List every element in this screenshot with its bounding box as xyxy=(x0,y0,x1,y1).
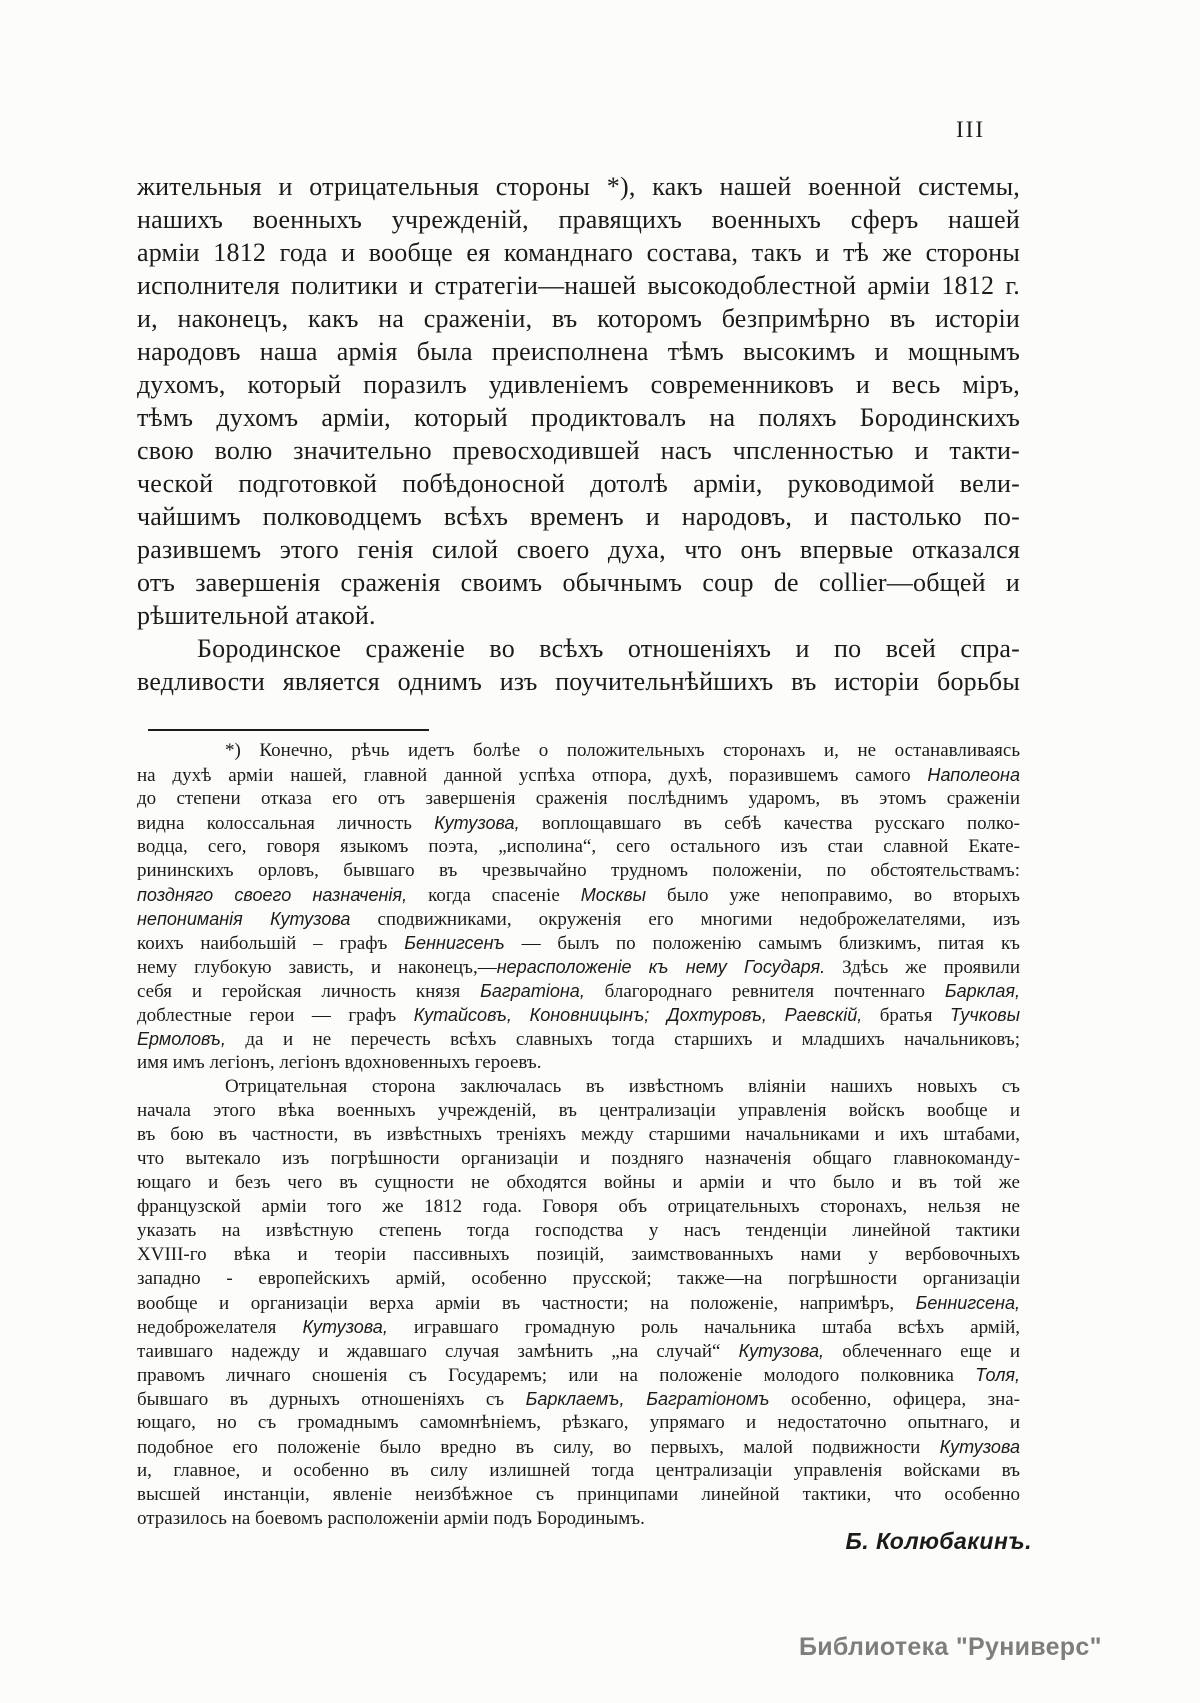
footnote-block xyxy=(137,739,1020,1531)
text-line xyxy=(137,1171,1020,1195)
text-line xyxy=(137,739,1020,763)
text-line xyxy=(137,500,1020,533)
text-line xyxy=(137,302,1020,335)
text-line xyxy=(137,1051,1020,1075)
text-segment: Бородинское сраженіе во всѣхъ отношеніяхъ и по всей спра- xyxy=(197,634,1020,663)
italic-text: поздняго своего назначенія, xyxy=(137,885,408,905)
text-line xyxy=(137,1219,1020,1243)
text-segment: вообще и организаціи верха арміи въ частности; на положеніе, напримѣръ, xyxy=(137,1293,916,1314)
text-segment: и, наконецъ, какъ на сраженіи, въ которомъ безпримѣрно въ исторіи xyxy=(137,304,1020,333)
text-line xyxy=(137,1147,1020,1171)
author-signature: Б. Колюбакинъ. xyxy=(845,1528,1032,1554)
text-segment: и, главное, и особенно въ силу излишней тогда централизаціи управленія войсками въ xyxy=(137,1460,1020,1481)
text-line xyxy=(137,401,1020,434)
text-segment: ческой подготовкой побѣдоносной дотолѣ арміи, руководимой вели- xyxy=(137,469,1020,498)
text-line xyxy=(137,907,1020,931)
text-segment: когда спасеніе xyxy=(407,885,581,906)
text-line xyxy=(137,1435,1020,1459)
text-segment: ведливости является однимъ изъ поучительнѣйшихъ въ исторіи борьбы xyxy=(137,667,1020,696)
text-segment: отразилось на боевомъ расположеніи арміи подъ Бородинымъ. xyxy=(137,1508,645,1529)
text-line xyxy=(137,787,1020,811)
text-segment: водца, сего, говоря языкомъ поэта, „исполина“, сего остального изъ стаи славной Екате- xyxy=(137,836,1020,857)
text-segment: нему глубокую зависть, и наконецъ,— xyxy=(137,957,497,978)
text-segment: братья xyxy=(862,1005,950,1026)
italic-text: Беннигсенъ xyxy=(404,933,505,953)
text-line xyxy=(137,955,1020,979)
text-segment: доблестные герои — графъ xyxy=(137,1005,414,1026)
text-segment: Здѣсь же проявили xyxy=(825,957,1020,978)
text-segment: игравшаго громадную роль начальника штаба всѣхъ армій, xyxy=(387,1317,1021,1338)
text-line xyxy=(137,368,1020,401)
italic-text: Кутузова xyxy=(939,1437,1020,1457)
text-line xyxy=(137,665,1020,698)
text-segment: начала этого вѣка военныхъ учрежденій, въ централизаціи управленія войскъ вообще и xyxy=(137,1100,1020,1121)
italic-text: Наполеона xyxy=(927,765,1020,785)
text-segment: народовъ наша армія была преисполнена тѣмъ высокимъ и мощнымъ xyxy=(137,337,1020,366)
text-segment: высшей инстанціи, явленіе неизбѣжное съ принципами линейной тактики, что особенно xyxy=(137,1484,1020,1505)
text-segment: французской арміи того же 1812 года. Говоря объ отрицательныхъ сторонахъ, нельзя не xyxy=(137,1196,1020,1217)
text-line xyxy=(137,1291,1020,1315)
text-segment: исполнителя политики и стратегіи—нашей высокодоблестной арміи 1812 г. xyxy=(137,271,1020,300)
text-line xyxy=(137,979,1020,1003)
text-line xyxy=(137,335,1020,368)
text-segment: да и не перечесть всѣхъ славныхъ тогда старшихъ и младшихъ начальниковъ; xyxy=(225,1029,1020,1050)
italic-text: нерасположеніе къ нему Государя. xyxy=(496,957,826,977)
text-segment: тѣмъ духомъ арміи, который продиктовалъ на поляхъ Бородинскихъ xyxy=(137,403,1020,432)
text-segment: коихъ наибольшій – графъ xyxy=(137,933,405,954)
text-segment: особенно, офицера, зна- xyxy=(769,1389,1021,1410)
text-line xyxy=(137,269,1020,302)
text-segment: въ бою въ частности, въ извѣстныхъ треніяхъ между старшими начальниками и ихъ штабами, xyxy=(137,1124,1020,1145)
text-segment: западно - европейскихъ армій, особенно прусской; также—на погрѣшности организаціи xyxy=(137,1268,1020,1289)
italic-text: Толя, xyxy=(975,1365,1020,1385)
text-segment: Отрицательная сторона заключалась въ извѣстномъ вліяніи нашихъ новыхъ съ xyxy=(225,1076,1020,1097)
text-segment: чайшимъ полководцемъ всѣхъ временъ и народовъ, и пастолько по- xyxy=(137,502,1020,531)
text-segment: сподвижниками, окруженія его многими недоброжелателями, изъ xyxy=(350,909,1020,930)
text-segment: свою волю значительно превосходившей насъ чпсленностью и такти- xyxy=(137,436,1020,465)
italic-text: Кутузова, xyxy=(434,813,520,833)
text-line xyxy=(137,1123,1020,1147)
text-segment: имя имъ легіонъ, легіонъ вдохновенныхъ героевъ. xyxy=(137,1052,542,1073)
text-segment: правомъ личнаго сношенія съ Государемъ; или на положеніе молодого полковника xyxy=(137,1365,976,1386)
text-line xyxy=(137,1387,1020,1411)
text-segment: арміи 1812 года и вообще ея команднаго состава, такъ и тѣ же стороны xyxy=(137,238,1020,267)
text-segment: — былъ по положенію самымъ близкимъ, питая къ xyxy=(504,933,1020,954)
text-line xyxy=(137,632,1020,665)
text-segment: ющаго, но съ громаднымъ самомнѣніемъ, рѣзкаго, упрямаго и недостаточно опытнаго, и xyxy=(137,1412,1020,1433)
text-segment: до степени отказа его отъ завершенія сраженія послѣднимъ ударомъ, въ этомъ сраженіи xyxy=(137,788,1020,809)
italic-text: Кутайсовъ, Коновницынъ; Дохтуровъ, Раевскій, xyxy=(413,1005,863,1025)
text-segment: ющаго и безъ чего въ сущности не обходятся войны и арміи и что было и въ той же xyxy=(137,1172,1020,1193)
text-segment: облеченнаго еще и xyxy=(824,1341,1020,1362)
text-segment: себя и геройская личность князя xyxy=(137,981,481,1002)
footnote-divider xyxy=(148,729,429,731)
italic-text: Беннигсена, xyxy=(915,1293,1020,1313)
text-line xyxy=(137,599,1020,632)
italic-text: Тучковы xyxy=(950,1005,1020,1025)
text-line xyxy=(137,236,1020,269)
text-segment: что вытекало изъ погрѣшности организаціи и поздняго назначенія общаго главнокоманду- xyxy=(137,1148,1020,1169)
text-segment: *) Конечно, рѣчь идетъ болѣе о положительныхъ сторонахъ и, не останавливаясь xyxy=(225,740,1020,761)
text-segment: указать на извѣстную степень тогда господства у насъ тенденціи линейной тактики xyxy=(137,1220,1020,1241)
italic-text: Кутузова, xyxy=(738,1341,824,1361)
text-line xyxy=(137,434,1020,467)
italic-text: Кутузова, xyxy=(302,1317,388,1337)
text-segment: на духѣ арміи нашей, главной данной успѣха отпора, духѣ, поразившемъ самого xyxy=(137,765,928,786)
text-segment: нашихъ военныхъ учрежденій, правящихъ военныхъ сферъ нашей xyxy=(137,205,1020,234)
text-segment: недоброжелателя xyxy=(137,1317,303,1338)
text-line xyxy=(137,1483,1020,1507)
main-text-block xyxy=(137,170,1020,698)
text-line xyxy=(137,1243,1020,1267)
text-line xyxy=(137,467,1020,500)
page-number: III xyxy=(956,117,985,142)
italic-text: Багратіона, xyxy=(480,981,585,1001)
library-watermark: Библиотека "Руниверс" xyxy=(799,1633,1102,1661)
text-segment: воплощавшаго въ себѣ качества русскаго полко- xyxy=(519,813,1020,834)
italic-text: непониманія Кутузова xyxy=(137,909,351,929)
text-segment: таившаго надежду и ждавшаго случая замѣнить „на случай“ xyxy=(137,1341,739,1362)
text-line xyxy=(137,1075,1020,1099)
text-segment: видна колоссальная личность xyxy=(137,813,435,834)
text-segment: бывшаго въ дурныхъ отношеніяхъ съ xyxy=(137,1389,526,1410)
text-line xyxy=(137,1267,1020,1291)
text-line xyxy=(137,1459,1020,1483)
text-segment: было уже непоправимо, во вторыхъ xyxy=(646,885,1020,906)
text-line xyxy=(137,1027,1020,1051)
text-segment: XVIII-го вѣка и теоріи пассивныхъ позицій, заимствованныхъ нами у вербовочныхъ xyxy=(137,1244,1020,1265)
text-line xyxy=(137,1411,1020,1435)
text-line xyxy=(137,835,1020,859)
text-line xyxy=(137,533,1020,566)
italic-text: Москвы xyxy=(580,885,647,905)
text-line xyxy=(137,931,1020,955)
text-line xyxy=(137,1339,1020,1363)
italic-text: Барклаемъ, Багратіономъ xyxy=(525,1389,770,1409)
text-segment: рининскихъ орловъ, бывшаго въ чрезвычайно трудномъ положеніи, по обстоятельствамъ: xyxy=(137,860,1020,881)
text-segment: отъ завершенія сраженія своимъ обычнымъ coup de collier—общей и xyxy=(137,568,1020,597)
text-segment: благороднаго ревнителя почтеннаго xyxy=(584,981,945,1002)
text-segment: разившемъ этого генія силой своего духа, что онъ впервые отказался xyxy=(137,535,1020,564)
text-segment: духомъ, который поразилъ удивленіемъ современниковъ и весь міръ, xyxy=(137,370,1020,399)
text-line xyxy=(137,1195,1020,1219)
text-segment: подобное его положеніе было вредно въ силу, во первыхъ, малой подвижности xyxy=(137,1437,940,1458)
text-line xyxy=(137,1099,1020,1123)
italic-text: Барклая, xyxy=(944,981,1020,1001)
text-line xyxy=(137,1315,1020,1339)
text-line xyxy=(137,170,1020,203)
text-line xyxy=(137,566,1020,599)
text-segment: жительныя и отрицательныя стороны *), какъ нашей военной системы, xyxy=(137,172,1020,201)
text-line xyxy=(137,811,1020,835)
text-segment: рѣшительной атакой. xyxy=(137,601,376,630)
text-line xyxy=(137,1363,1020,1387)
text-line xyxy=(137,763,1020,787)
text-line xyxy=(137,883,1020,907)
text-line xyxy=(137,1003,1020,1027)
italic-text: Ермоловъ, xyxy=(137,1029,226,1049)
text-line xyxy=(137,859,1020,883)
text-line xyxy=(137,203,1020,236)
